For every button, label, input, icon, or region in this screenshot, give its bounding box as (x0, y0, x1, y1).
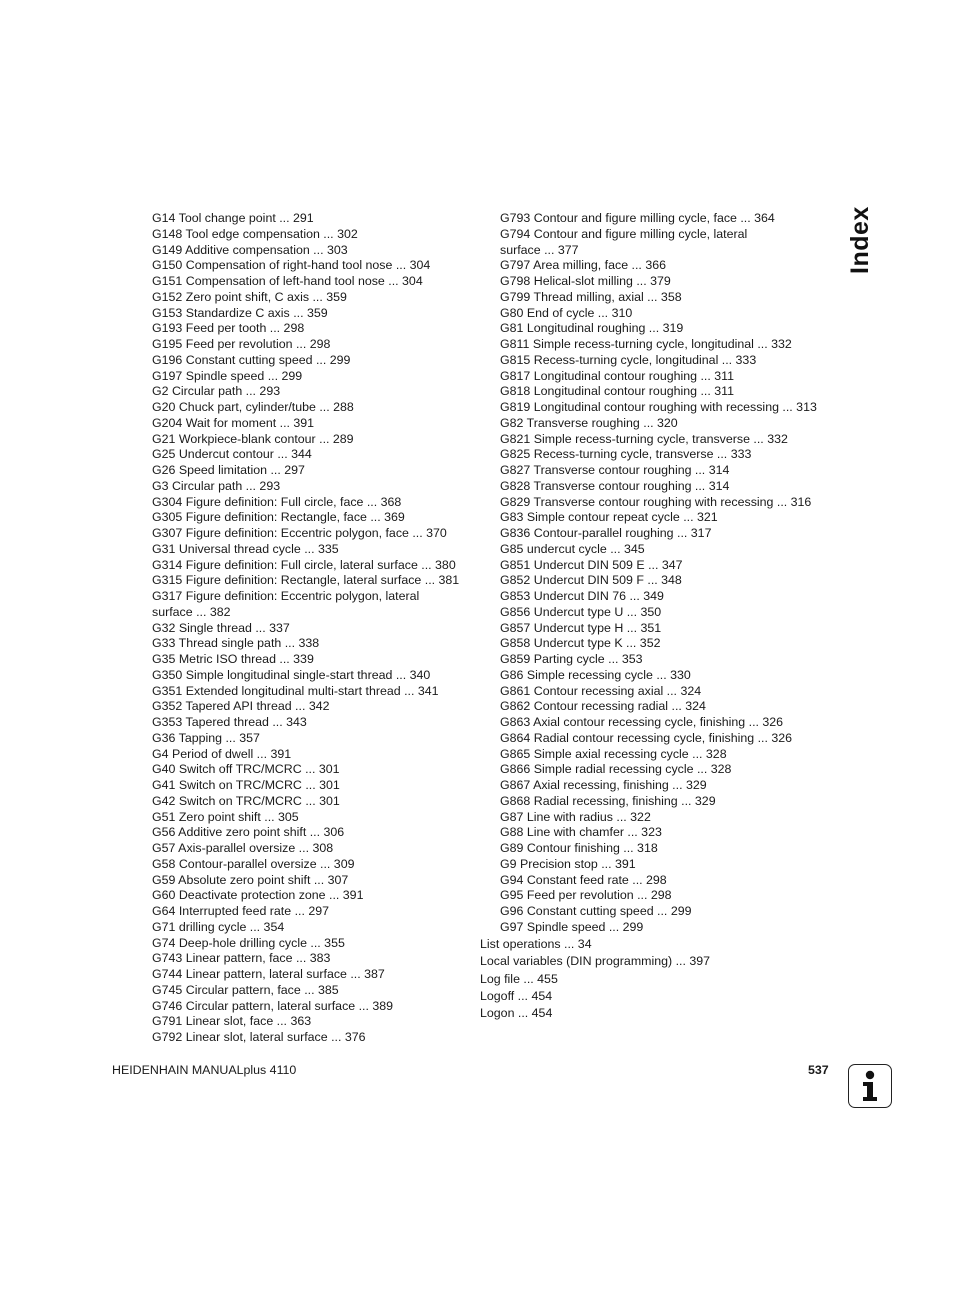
index-entry-text: G74 Deep-hole drilling cycle ... 355 (152, 935, 345, 950)
index-entry (132, 621, 472, 637)
index-entry (480, 526, 850, 542)
index-entry-text: G152 Zero point shift, C axis ... 359 (152, 289, 347, 304)
index-entry-text: Log file ... 455 (480, 971, 558, 986)
index-entry-text: G829 Transverse contour roughing with recessing ... 316 (500, 494, 812, 509)
index-entry (480, 954, 850, 970)
index-entry (132, 337, 472, 353)
index-entry (480, 416, 850, 432)
footer-book-title: HEIDENHAIN MANUALplus 4110 (112, 1063, 297, 1077)
index-entry-text: G196 Constant cutting speed ... 299 (152, 352, 351, 367)
index-entry (480, 699, 850, 715)
index-entry (480, 337, 850, 353)
index-entry (480, 762, 850, 778)
index-entry-text: G797 Area milling, face ... 366 (500, 258, 666, 273)
index-entry (480, 873, 850, 889)
index-entry (132, 904, 472, 920)
index-entry-text: G40 Switch off TRC/MCRC ... 301 (152, 762, 340, 777)
index-entry (132, 841, 472, 857)
index-entry-text: G149 Additive compensation ... 303 (152, 242, 348, 257)
index-entry (480, 636, 850, 652)
index-entry-text: G746 Circular pattern, lateral surface ... 389 (152, 998, 394, 1013)
index-entry-text: Local variables (DIN programming) ... 397 (480, 954, 711, 969)
index-entry (480, 857, 850, 873)
index-entry-text: G41 Switch on TRC/MCRC ... 301 (152, 778, 340, 792)
index-entry-text: G864 Radial contour recessing cycle, finishing ... 326 (500, 730, 793, 745)
index-entry (132, 699, 472, 715)
index-entry-text: G85 undercut cycle ... 345 (500, 541, 645, 556)
index-entry (132, 778, 472, 794)
index-entry-text: G14 Tool change point ... 291 (152, 211, 314, 225)
index-entry (480, 321, 850, 337)
index-entry-text: G352 Tapered API thread ... 342 (152, 699, 330, 714)
index-entry (480, 668, 850, 684)
index-entry (132, 668, 472, 684)
index-entry (480, 447, 850, 463)
index-entry (480, 589, 850, 605)
index-entry (132, 636, 472, 652)
index-entry-text: G204 Wait for moment ... 391 (152, 415, 315, 430)
index-entry (132, 715, 472, 731)
index-entry-text: G793 Contour and figure milling cycle, face ... 364 (500, 211, 775, 225)
index-entry-text: G96 Constant cutting speed ... 299 (500, 904, 692, 918)
index-entry-text: G26 Speed limitation ... 297 (152, 463, 305, 477)
index-entry-text: G33 Thread single path ... 338 (152, 636, 320, 651)
index-entry (132, 463, 472, 479)
index-entry (480, 463, 850, 479)
index-entry-text: G828 Transverse contour roughing ... 314 (500, 478, 730, 493)
index-entry (480, 972, 850, 988)
index-entry-text: G87 Line with radius ... 322 (500, 809, 651, 824)
index-entry-text: G836 Contour-parallel roughing ... 317 (500, 526, 712, 540)
index-entry (480, 369, 850, 385)
index-side-title: Index (846, 206, 874, 274)
index-entry-text: G792 Linear slot, lateral surface ... 376 (152, 1030, 366, 1044)
index-entry (132, 920, 472, 936)
index-entry-text: G153 Standardize C axis ... 359 (152, 305, 328, 320)
index-entry (480, 353, 850, 369)
index-entry (480, 652, 850, 668)
index-entry-text: G9 Precision stop ... 391 (500, 856, 636, 871)
index-entry-text: G868 Radial recessing, finishing ... 329 (500, 793, 716, 808)
index-entry (132, 321, 472, 337)
index-entry-text: G20 Chuck part, cylinder/tube ... 288 (152, 400, 354, 414)
index-entry-text: G353 Tapered thread ... 343 (152, 715, 307, 729)
index-entry (132, 731, 472, 747)
index-entry (132, 794, 472, 810)
index-entry (480, 621, 850, 637)
index-entry-text: G307 Figure definition: Eccentric polygon, face ... 370 (152, 526, 447, 540)
index-entry (480, 920, 850, 936)
index-entry (132, 211, 472, 227)
index-entry-text: G82 Transverse roughing ... 320 (500, 415, 678, 430)
index-entry-text: G86 Simple recessing cycle ... 330 (500, 667, 691, 682)
index-entry-text: G811 Simple recess-turning cycle, longitudinal ... 332 (500, 337, 792, 351)
index-entry-text: G4 Period of dwell ... 391 (152, 746, 292, 761)
index-entry-text: G21 Workpiece-blank contour ... 289 (152, 431, 354, 446)
index-entry (480, 825, 850, 841)
index-entry-text: G350 Simple longitudinal single-start thread ... 340 (152, 667, 431, 682)
index-entry (480, 495, 850, 511)
index-entry (132, 510, 472, 526)
index-entry (132, 432, 472, 448)
index-entry-text: G852 Undercut DIN 509 F ... 348 (500, 573, 682, 588)
index-entry-continuation: surface ... 382 (152, 604, 231, 619)
index-entry-text: G94 Constant feed rate ... 298 (500, 872, 667, 887)
index-entry-text: G799 Thread milling, axial ... 358 (500, 289, 682, 304)
index-entry-text: G83 Simple contour repeat cycle ... 321 (500, 510, 718, 525)
index-entry-text: G31 Universal thread cycle ... 335 (152, 541, 339, 556)
index-entry (480, 274, 850, 290)
index-entry-text: G851 Undercut DIN 509 E ... 347 (500, 557, 683, 572)
index-entry (132, 1014, 472, 1030)
index-entry-text: G81 Longitudinal roughing ... 319 (500, 321, 684, 336)
index-entry (480, 573, 850, 589)
index-entry-text: G856 Undercut type U ... 350 (500, 604, 662, 619)
index-entry (132, 495, 472, 511)
index-entry (132, 762, 472, 778)
index-entry (480, 605, 850, 621)
index-entry-text: G317 Figure definition: Eccentric polygon, lateral (152, 589, 420, 603)
index-entry-text: G2 Circular path ... 293 (152, 384, 281, 399)
index-entry (480, 384, 850, 400)
index-entry (132, 369, 472, 385)
index-entry (132, 747, 472, 763)
index-entry (480, 810, 850, 826)
index-entry-text: G866 Simple radial recessing cycle ... 328 (500, 762, 732, 777)
index-entry (480, 684, 850, 700)
index-entry-text: G861 Contour recessing axial ... 324 (500, 683, 702, 698)
index-entry (132, 416, 472, 432)
index-entry-text: G865 Simple axial recessing cycle ... 328 (500, 746, 727, 761)
index-entry (132, 258, 472, 274)
index-entry (480, 432, 850, 448)
page-number: 537 (808, 1063, 829, 1077)
index-entry (132, 825, 472, 841)
index-entry (480, 715, 850, 731)
index-entry-text: G863 Axial contour recessing cycle, finishing ... 326 (500, 715, 784, 729)
index-entry (132, 873, 472, 889)
index-entry-text: G151 Compensation of left-hand tool nose ... 304 (152, 274, 423, 288)
index-entry (480, 542, 850, 558)
index-entry-text: G51 Zero point shift ... 305 (152, 809, 299, 824)
index-entry-text: G798 Helical-slot milling ... 379 (500, 274, 671, 288)
index-entry (480, 1006, 850, 1022)
index-entry (132, 589, 472, 621)
index-entry (480, 841, 850, 857)
index-entry (132, 353, 472, 369)
index-entry (480, 778, 850, 794)
index-entry (132, 526, 472, 542)
index-entry (132, 951, 472, 967)
index-entry (132, 983, 472, 999)
index-entry (132, 684, 472, 700)
index-entry (480, 227, 850, 259)
index-entry (132, 573, 472, 589)
index-entry-text: G64 Interrupted feed rate ... 297 (152, 904, 330, 918)
index-entry (132, 558, 472, 574)
index-entry (480, 731, 850, 747)
index-entry-text: G42 Switch on TRC/MCRC ... 301 (152, 793, 340, 808)
index-entry-text: G25 Undercut contour ... 344 (152, 447, 312, 462)
index-entry (132, 227, 472, 243)
index-entry-text: G35 Metric ISO thread ... 339 (152, 652, 314, 666)
index-entry (480, 400, 850, 416)
index-entry (132, 306, 472, 322)
index-entry-text: Logoff ... 454 (480, 988, 553, 1003)
index-entry (132, 810, 472, 826)
index-entry-text: G71 drilling cycle ... 354 (152, 919, 285, 934)
index-entry-text: G57 Axis-parallel oversize ... 308 (152, 841, 334, 855)
index-entry-text: G88 Line with chamfer ... 323 (500, 825, 662, 840)
index-entry-text: G95 Feed per revolution ... 298 (500, 888, 672, 903)
index-entry-text: Logon ... 454 (480, 1006, 553, 1020)
index-entry-text: G858 Undercut type K ... 352 (500, 636, 661, 651)
index-entry-text: G60 Deactivate protection zone ... 391 (152, 888, 364, 903)
index-entry-text: G195 Feed per revolution ... 298 (152, 337, 331, 351)
index-entry (132, 400, 472, 416)
index-entry-text: G794 Contour and figure milling cycle, lateral (500, 226, 748, 241)
index-entry-text: G193 Feed per tooth ... 298 (152, 321, 305, 336)
index-entry (480, 258, 850, 274)
index-entry-text: G80 End of cycle ... 310 (500, 305, 633, 320)
index-entry (132, 652, 472, 668)
index-entry-text: G32 Single thread ... 337 (152, 620, 290, 635)
index-entry-text: G743 Linear pattern, face ... 383 (152, 951, 331, 966)
index-entry-text: List operations ... 34 (480, 937, 592, 951)
index-entry (480, 479, 850, 495)
index-entry (480, 510, 850, 526)
index-entry-text: G59 Absolute zero point shift ... 307 (152, 872, 349, 887)
index-entry-text: G859 Parting cycle ... 353 (500, 652, 643, 666)
index-entry-text: G867 Axial recessing, finishing ... 329 (500, 778, 707, 792)
index-entry-text: G744 Linear pattern, lateral surface ... 387 (152, 967, 385, 981)
index-entry (480, 794, 850, 810)
index-entry (132, 936, 472, 952)
index-entry (480, 747, 850, 763)
index-entry (480, 290, 850, 306)
index-entry-text: G819 Longitudinal contour roughing with recessing ... 313 (500, 400, 817, 414)
index-entry (132, 999, 472, 1015)
index-entry (132, 290, 472, 306)
index-entry-text: G304 Figure definition: Full circle, face ... 368 (152, 494, 402, 509)
index-entry-text: G853 Undercut DIN 76 ... 349 (500, 589, 664, 603)
info-glyph (856, 1069, 884, 1103)
index-entry-text: G791 Linear slot, face ... 363 (152, 1014, 312, 1029)
index-column-left (132, 211, 472, 1046)
index-entry (480, 904, 850, 920)
index-entry (132, 542, 472, 558)
index-entry (132, 857, 472, 873)
index-entry-text: G315 Figure definition: Rectangle, lateral surface ... 381 (152, 573, 460, 588)
index-entry (132, 888, 472, 904)
index-entry-text: G3 Circular path ... 293 (152, 478, 281, 493)
index-entry-text: G857 Undercut type H ... 351 (500, 620, 662, 635)
index-entry (132, 384, 472, 400)
index-entry (480, 211, 850, 227)
index-entry-text: G825 Recess-turning cycle, transverse ... 333 (500, 447, 752, 462)
index-entry-text: G56 Additive zero point shift ... 306 (152, 825, 345, 840)
index-entry (132, 243, 472, 259)
index-entry-text: G351 Extended longitudinal multi-start thread ... 341 (152, 683, 439, 698)
index-entry-text: G89 Contour finishing ... 318 (500, 841, 658, 855)
index-entry (480, 937, 850, 953)
index-entry-continuation: surface ... 377 (500, 242, 579, 257)
index-entry (480, 888, 850, 904)
index-entry-text: G314 Figure definition: Full circle, lateral surface ... 380 (152, 557, 456, 572)
index-entry-text: G745 Circular pattern, face ... 385 (152, 982, 339, 997)
index-entry (132, 967, 472, 983)
index-column-right (480, 211, 850, 1023)
index-entry-text: G36 Tapping ... 357 (152, 730, 260, 745)
index-entry (132, 479, 472, 495)
index-entry (132, 447, 472, 463)
index-entry-text: G817 Longitudinal contour roughing ... 311 (500, 368, 734, 383)
index-entry-text: G150 Compensation of right-hand tool nose ... 304 (152, 258, 431, 273)
index-entry-text: G815 Recess-turning cycle, longitudinal ... 333 (500, 352, 757, 367)
index-entry-text: G827 Transverse contour roughing ... 314 (500, 463, 730, 477)
index-entry (480, 558, 850, 574)
index-entry (132, 274, 472, 290)
index-entry (132, 1030, 472, 1046)
index-entry (480, 989, 850, 1005)
info-icon (848, 1064, 892, 1108)
index-entry-text: G821 Simple recess-turning cycle, transverse ... 332 (500, 431, 788, 446)
index-entry-text: G862 Contour recessing radial ... 324 (500, 699, 706, 714)
index-entry-text: G97 Spindle speed ... 299 (500, 919, 644, 934)
index-entry-text: G58 Contour-parallel oversize ... 309 (152, 856, 355, 871)
index-entry (480, 306, 850, 322)
index-entry-text: G305 Figure definition: Rectangle, face ... 369 (152, 510, 405, 525)
index-entry-text: G148 Tool edge compensation ... 302 (152, 226, 358, 241)
index-entry-text: G818 Longitudinal contour roughing ... 311 (500, 384, 734, 399)
index-entry-text: G197 Spindle speed ... 299 (152, 368, 303, 383)
